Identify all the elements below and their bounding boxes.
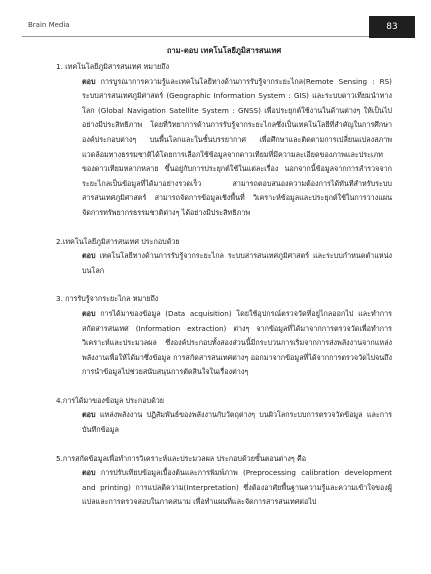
answer-text-5: การปรับเทียบข้อมูลเบื้องต้นและการพิมพ์ภาพ (Preprocessing calibration development and printing) การแปลตีความ(Interpretation) ซึ่งต้องอาศัยพื้นฐานความรู้และความเข้าใจของผู้แปลและการตรวจสอบในภาคสนาม เพื่อทำแผนที่และจัดการสารสนเทศต่อไป [82,468,392,507]
spacer [56,278,392,292]
header-rule [22,36,385,37]
answer-5 [56,466,392,510]
page-title: ถาม-ตอบ เทคโนโลยีภูมิสารสนเทศ [166,46,282,55]
question-4: 4.การได้มาของข้อมูล ประกอบด้วย [56,395,164,405]
brand-label: Brain Media [28,21,70,29]
question-2: 2.เทคโนโลยีภูมิสารสนเทศ ประกอบด้วย [56,236,180,246]
question-1: 1. เทคโนโลยีภูมิสารสนเทศ หมายถึง [56,62,170,71]
question-3: 3. การรับรู้จากระยะไกล หมายถึง [56,294,159,304]
answer-lead-5: ตอบ [82,468,96,478]
answer-2 [56,249,392,278]
answer-lead-4: ตอบ [82,410,96,420]
answer-text-4: แหล่งพลังงาน ปฏิสัมพันธ์ของพลังงานกับวัตถุต่างๆ บนผิวโลกระบบการตรวจวัดข้อมูล และการบันทึกข้อมูล [82,410,392,435]
spacer [56,221,392,235]
page-number-badge: 83 [369,16,415,38]
document-body [56,44,392,510]
answer-4 [56,408,392,437]
question-5: 5.การสกัดข้อมูลเพื่อทำการวิเคราะห์และประมวลผล ประกอบด้วยขั้นตอนต่างๆ คือ [56,453,307,463]
answer-text-2: เทคโนโลยีทางด้านการรับรู้จากระยะไกล ระบบสารสนเทศภูมิศาสตร์ และระบบกำหนดตำแหน่งบนโลก [82,251,392,275]
answer-lead-1: ตอบ [82,76,96,86]
answer-lead-2: ตอบ [82,251,96,261]
answer-text-1: การบูรณาการความรู้และเทคโนโลยีทางด้านการรับรู้จากระยะไกล(Remote Sensing : RS) ระบบสารสนเทศภูมิศาสตร์ (Geographic Information System : GIS) และระบบดาวเทียมนำทางโลก (Global Navigation Satellite System : GNSS) เพื่อประยุกต์ใช้งานในด้านต่างๆ ให้เป็นไปอย่างมีประสิทธิภาพ โดยที่วิทยาการด้านการรับรู้จากระยะไกลซึ่งเป็นเทคโนโลยีที่สำคัญในการศึกษาองค์ประกอบต่างๆ บนพื้นโลกและในชั้นบรรยากาศ เพื่อศึกษาและติดตามการเปลี่ยนแปลงสภาพแวดล้อมทางธรรมชาติได้โดยการเลือกใช้ข้อมูลจากดาวเทียมที่มีความละเอียดของภาพและประเภทของดาวเทียมหลากหลาย ขึ้นอยู่กับการประยุกต์ใช้ในแต่ละเรื่อง นอกจากนี้ข้อมูลจากการสำรวจจากระยะไกลเป็นข้อมูลที่ได้มาอย่างรวดเร็ว สามารถตอบสนองความต้องการได้ทันทีสำหรับระบบสารสนเทศภูมิศาสตร์ สามารถจัดการข้อมูลเชิงพื้นที่ วิเคราะห์ข้อมูลและประยุกต์ใช้ในการวางแผนจัดการทรัพยากรธรรมชาติต่างๆ ได้อย่างมีประสิทธิภาพ [82,76,392,217]
answer-1 [56,75,392,221]
spacer [56,438,392,452]
spacer [56,380,392,394]
page-header [0,16,431,40]
answer-text-3: การได้มาของข้อมูล (Data acquisition) โดยใช้อุปกรณ์ตรวจวัดที่อยู่ไกลออกไป และทำการสกัดสารสนเทศ (Information extraction) ต่างๆ จากข้อมูลที่ได้มาจากการตรวจวัดเพื่อทำการวิเคราะห์และประมวลผล ซึ่งองค์ประกอบทั้งสองส่วนนี้มีกระบวนการเริ่มจากการส่งพลังงานจากแหล่งพลังงานเพื่อให้ได้มาซึ่งข้อมูล การสกัดสารสนเทศต่างๆ ออกมาจากข้อมูลที่ได้จากการตรวจวัดไปจนถึงการนำข้อมูลไปช่วยสนับสนุนการตัดสินใจในเรื่องต่างๆ [82,308,392,377]
answer-3 [56,307,392,380]
answer-lead-3: ตอบ [82,308,96,318]
